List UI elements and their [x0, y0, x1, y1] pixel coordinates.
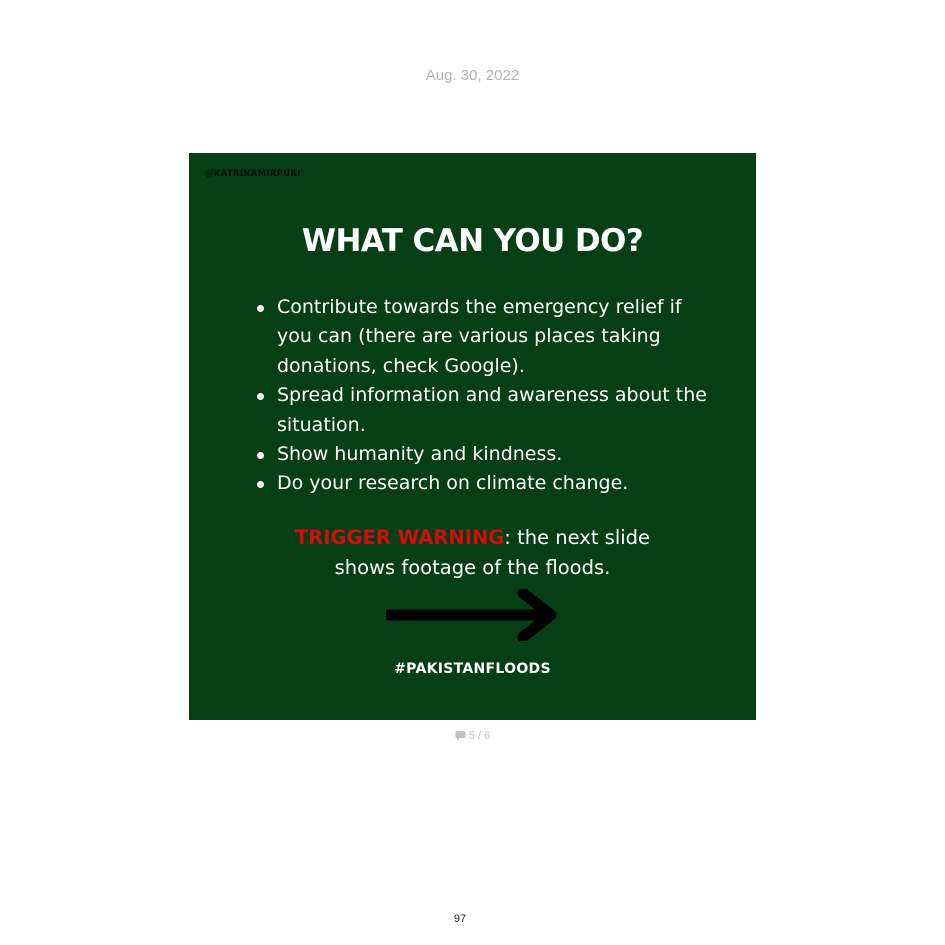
- bullet-icon: [257, 305, 264, 312]
- bullet-icon: [257, 393, 264, 400]
- list-item: [257, 469, 717, 498]
- bullet-icon: [257, 481, 264, 488]
- list-item: [257, 293, 717, 381]
- hashtag: #PAKISTANFLOODS: [394, 661, 551, 677]
- chat-icon: [455, 730, 466, 741]
- slide-position: 5 / 6: [468, 730, 491, 742]
- trigger-warning-text-2: shows footage of the floods.: [334, 556, 611, 579]
- bullet-icon: [257, 452, 264, 459]
- slide-headline: WHAT CAN YOU DO?: [301, 223, 644, 259]
- trigger-warning-text: : the next slide: [504, 526, 651, 549]
- trigger-warning-label: TRIGGER WARNING: [294, 526, 505, 549]
- list-item-text: Spread information and awareness about the situation.: [277, 384, 707, 436]
- trigger-warning: [189, 523, 756, 583]
- action-list: [257, 293, 717, 499]
- post-date: Aug. 30, 2022: [425, 67, 520, 84]
- page-number: 97: [453, 913, 467, 925]
- list-item: [257, 440, 717, 469]
- list-item-text: Show humanity and kindness.: [277, 443, 563, 466]
- right-arrow-icon: [386, 589, 561, 641]
- list-item-text: Do your research on climate change.: [277, 472, 629, 495]
- list-item-text: Contribute towards the emergency relief if you can (there are various places taking donations, check Google).: [277, 296, 682, 377]
- author-handle: @KATRINAMIRPURI: [205, 169, 301, 179]
- list-item: [257, 381, 717, 440]
- slide-image: [189, 153, 756, 720]
- slide-counter: [0, 730, 945, 742]
